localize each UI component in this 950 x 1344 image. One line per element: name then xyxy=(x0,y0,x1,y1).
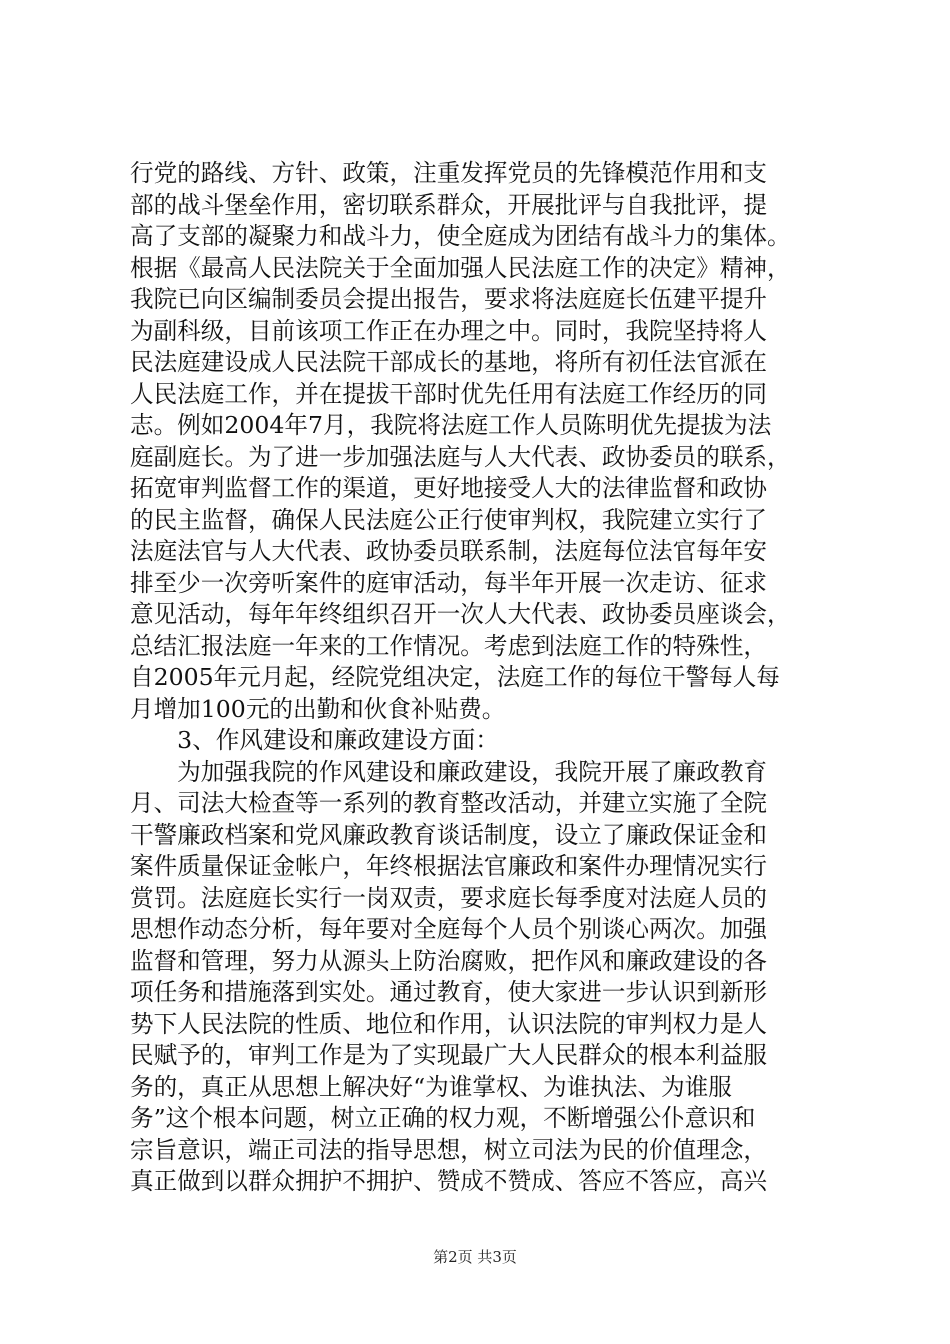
text-line: 自2005年元月起，经院党组决定，法庭工作的每位干警每人每 xyxy=(130,663,780,691)
text-line: 行党的路线、方针、政策，注重发挥党员的先锋模范作用和支 xyxy=(130,159,768,187)
text-line: 我院已向区编制委员会提出报告，要求将法庭庭长伍建平提升 xyxy=(130,285,768,313)
text-line: 干警廉政档案和党风廉政教育谈话制度，设立了廉政保证金和 xyxy=(130,820,768,849)
text-line: 思想作动态分析，每年要对全庭每个人员个别谈心两次。加强 xyxy=(130,915,768,943)
text-line: 部的战斗堡垒作用，密切联系群众，开展批评与自我批评，提 xyxy=(130,190,768,219)
text-line: 宗旨意识，端正司法的指导思想，树立司法为民的价值理念， xyxy=(130,1135,768,1164)
text-line: 为副科级，目前该项工作正在办理之中。同时，我院坚持将人 xyxy=(130,316,768,345)
text-line: 拓宽审判监督工作的渠道，更好地接受人大的法律监督和政协 xyxy=(130,474,768,502)
text-line: 根据《最高人民法院关于全面加强人民法庭工作的决定》精神， xyxy=(130,253,791,282)
text-line: 项任务和措施落到实处。通过教育，使大家进一步认识到新形 xyxy=(130,978,768,1006)
text-line: 案件质量保证金帐户，年终根据法官廉政和案件办理情况实行 xyxy=(130,852,768,880)
text-line: 排至少一次旁听案件的庭审活动，每半年开展一次走访、征求 xyxy=(130,568,768,597)
text-line: 的民主监督，确保人民法庭公正行使审判权，我院建立实行了 xyxy=(130,505,768,534)
page-footer: 第2页 共3页 xyxy=(433,1248,517,1266)
text-line: 志。例如2004年7月，我院将法庭工作人员陈明优先提拔为法 xyxy=(130,411,772,439)
text-line: 人民法庭工作，并在提拔干部时优先任用有法庭工作经历的同 xyxy=(130,379,768,408)
text-line: 3、作风建设和廉政建设方面： xyxy=(130,726,499,754)
text-line: 意见活动，每年年终组织召开一次人大代表、政协委员座谈会， xyxy=(130,600,791,628)
text-line: 民赋予的，审判工作是为了实现最广大人民群众的根本利益服 xyxy=(130,1041,768,1069)
text-line: 总结汇报法庭一年来的工作情况。考虑到法庭工作的特殊性， xyxy=(130,631,768,660)
text-line: 监督和管理，努力从源头上防治腐败，把作风和廉政建设的各 xyxy=(130,946,768,975)
text-line: 高了支部的凝聚力和战斗力，使全庭成为团结有战斗力的集体。 xyxy=(130,222,791,250)
text-line: 务的，真正从思想上解决好“为谁掌权、为谁执法、为谁服 xyxy=(130,1072,732,1101)
text-line: 赏罚。法庭庭长实行一岗双责，要求庭长每季度对法庭人员的 xyxy=(130,883,768,912)
text-line: 真正做到以群众拥护不拥护、赞成不赞成、答应不答应，高兴 xyxy=(130,1167,768,1195)
body-text xyxy=(130,158,830,1198)
text-line: 月增加100元的出勤和伙食补贴费。 xyxy=(130,694,506,723)
text-line: 月、司法大检查等一系列的教育整改活动，并建立实施了全院 xyxy=(130,789,768,817)
text-line: 法庭法官与人大代表、政协委员联系制，法庭每位法官每年安 xyxy=(130,537,768,565)
text-line: 势下人民法院的性质、地位和作用，认识法院的审判权力是人 xyxy=(130,1009,768,1038)
text-line: 民法庭建设成人民法院干部成长的基地，将所有初任法官派在 xyxy=(130,348,768,376)
text-line: 为加强我院的作风建设和廉政建设，我院开展了廉政教育 xyxy=(130,757,768,786)
text-line: 务”这个根本问题，树立正确的权力观，不断增强公仆意识和 xyxy=(130,1104,756,1132)
text-line: 庭副庭长。为了进一步加强法庭与人大代表、政协委员的联系， xyxy=(130,442,791,471)
